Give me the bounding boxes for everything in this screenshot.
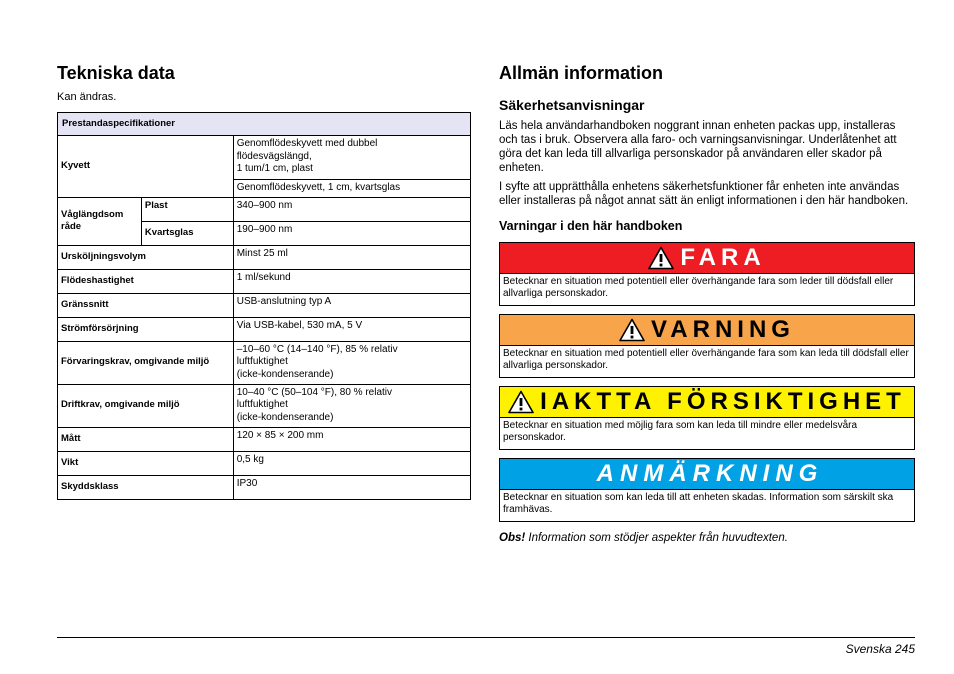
signal-word-anmarkning: ANMÄRKNING [596, 460, 824, 487]
warning-box-varning [499, 314, 915, 378]
row-value: USB-anslutning typ A [233, 293, 470, 317]
warning-description-varning: Betecknar en situation med potentiell eller överhängande fara som kan leda till dödsfall eller allvarliga personskador. [503, 348, 909, 371]
warnings-heading: Varningar i den här handboken [499, 219, 683, 233]
table-row [58, 317, 471, 341]
allman-information-heading: Allmän information [499, 63, 664, 83]
row-value: –10–60 °C (14–140 °F), 85 % relativ luftfuktighet (icke-kondenserande) [233, 341, 470, 384]
table-row [58, 475, 471, 499]
row-value: 0,5 kg [233, 451, 470, 475]
kyvett-value-2: Genomflödeskyvett, 1 cm, kvartsglas [233, 180, 470, 198]
signal-word-varning: VARNING [651, 316, 795, 343]
row-label: Gränssnitt [58, 293, 234, 317]
warning-box-forsiktighet [499, 386, 915, 450]
table-row [58, 136, 471, 180]
signal-bar-varning [500, 315, 914, 346]
safety-paragraph-1: Läs hela användarhandboken noggrant innan enheten packas upp, installeras och tas i bruk. Observera alla faro- och varningsanvisningar. Underlåtenhet att göra det kan leda till allvarliga personskador på användaren eller skador på enheten. [499, 120, 897, 174]
table-row [58, 245, 471, 269]
table-row [58, 293, 471, 317]
row-value: IP30 [233, 475, 470, 499]
kyvett-label: Kyvett [58, 136, 234, 198]
row-label: Driftkrav, omgivande miljö [58, 384, 234, 427]
table-row [58, 197, 471, 221]
warning-box-anmarkning [499, 458, 915, 522]
row-value: Via USB-kabel, 530 mA, 5 V [233, 317, 470, 341]
footer-divider [57, 637, 915, 638]
spec-table-header-row [58, 113, 471, 136]
row-value: 10–40 °C (50–104 °F), 80 % relativ luftfuktighet (icke-kondenserande) [233, 384, 470, 427]
table-row [58, 269, 471, 293]
warning-triangle-icon [648, 246, 674, 270]
warning-description-forsiktighet: Betecknar en situation med möjlig fara som kan leda till mindre eller medelsvåra personskador. [503, 420, 858, 443]
warning-box-fara [499, 242, 915, 306]
signal-bar-anmarkning [500, 459, 914, 490]
signal-bar-fara [500, 243, 914, 274]
signal-word-forsiktighet: IAKTTA FÖRSIKTIGHET [540, 388, 906, 415]
sakerhetsanvisningar-heading: Säkerhetsanvisningar [499, 97, 645, 113]
table-row [58, 427, 471, 451]
obs-text: Information som stödjer aspekter från huvudtexten. [525, 532, 788, 544]
warning-triangle-icon [508, 390, 534, 414]
row-label: Flödeshastighet [58, 269, 234, 293]
vaglangd-label: Våglängdsom råde [58, 197, 142, 245]
vaglangd-value-plast: 340–900 nm [233, 197, 470, 221]
obs-note [499, 531, 915, 545]
row-label: Strömförsörjning [58, 317, 234, 341]
table-row [58, 451, 471, 475]
row-value: Minst 25 ml [233, 245, 470, 269]
kyvett-value-1: Genomflödeskyvett med dubbel flödesvägslängd, 1 tum/1 cm, plast [233, 136, 470, 180]
obs-label: Obs! [499, 532, 526, 544]
table-row [58, 341, 471, 384]
tekniska-data-heading: Tekniska data [57, 63, 175, 83]
row-label: Förvaringskrav, omgivande miljö [58, 341, 234, 384]
row-label: Ursköljningsvolym [58, 245, 234, 269]
warning-triangle-icon [619, 318, 645, 342]
row-value: 120 × 85 × 200 mm [233, 427, 470, 451]
spec-table [57, 112, 471, 500]
signal-bar-forsiktighet [500, 387, 914, 418]
row-label: Vikt [58, 451, 234, 475]
row-label: Skyddsklass [58, 475, 234, 499]
left-column [57, 62, 471, 500]
safety-paragraph-2: I syfte att upprätthålla enhetens säkerhetsfunktioner får enheten inte användas eller installeras på något annat sätt än enligt informationen i den här handboken. [499, 181, 909, 207]
table-row [58, 384, 471, 427]
row-label: Mått [58, 427, 234, 451]
subject-to-change-note: Kan ändras. [57, 91, 117, 103]
warning-description-anmarkning: Betecknar en situation som kan leda till att enheten skadas. Information som särskilt ska framhävas. [503, 492, 894, 515]
right-column [499, 62, 915, 545]
row-value: 1 ml/sekund [233, 269, 470, 293]
vaglangd-sub-plast: Plast [141, 197, 233, 221]
vaglangd-value-kvartsglas: 190–900 nm [233, 221, 470, 245]
vaglangd-sub-kvartsglas: Kvartsglas [141, 221, 233, 245]
spec-table-header: Prestandaspecifikationer [58, 113, 471, 136]
signal-word-fara: FARA [680, 244, 766, 271]
page-footer: Svenska 245 [845, 642, 915, 656]
warning-description-fara: Betecknar en situation med potentiell eller överhängande fara som leder till dödsfall eller allvarliga personskador. [503, 276, 894, 299]
